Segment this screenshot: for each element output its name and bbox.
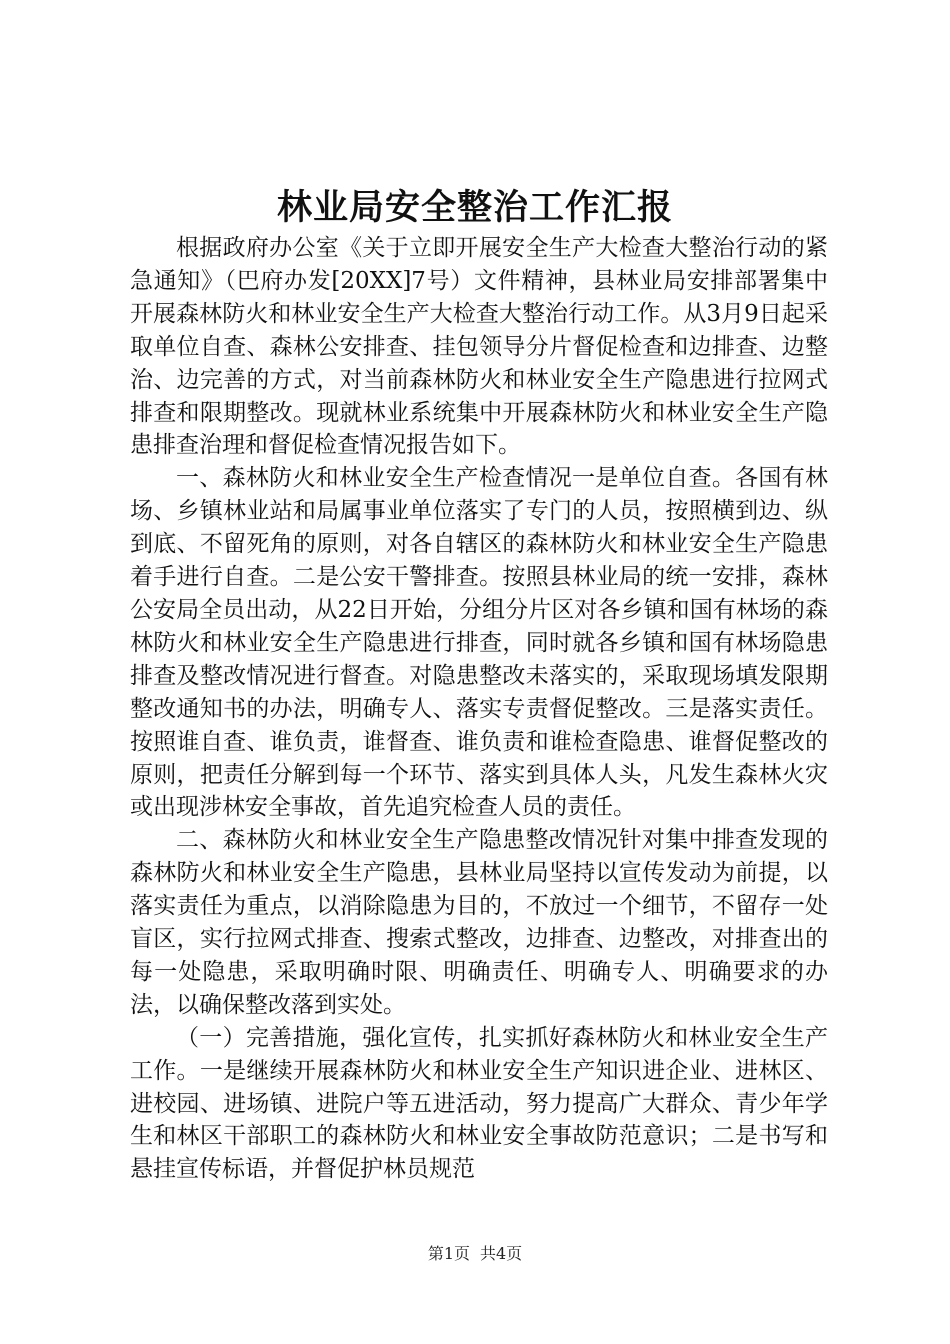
page-footer (0, 1243, 950, 1265)
document-body (130, 232, 828, 1186)
paragraph-subsection-1: （一）完善措施，强化宣传，扎实抓好森林防火和林业安全生产工作。一是继续开展森林防火和林业安全生产知识进企业、进林区、进校园、进场镇、进院户等五进活动，努力提高广大群众、青少年学生和林区干部职工的森林防火和林业安全事故防范意识；二是书写和悬挂宣传标语，并督促护林员规范 (130, 1024, 828, 1183)
paragraph-section-1: 一、森林防火和林业安全生产检查情况一是单位自查。各国有林场、乡镇林业站和局属事业单位落实了专门的人员，按照横到边、纵到底、不留死角的原则，对各自辖区的森林防火和林业安全生产隐患着手进行自查。二是公安干警排查。按照县林业局的统一安排，森林公安局全员出动，从22日开始，分组分片区对各乡镇和国有林场的森林防火和林业安全生产隐患进行排查，同时就各乡镇和国有林场隐患排查及整改情况进行督查。对隐患整改未落实的，采取现场填发限期整改通知书的办法，明确专人、落实专责督促整改。三是落实责任。按照谁自查、谁负责，谁督查、谁负责和谁检查隐患、谁督促整改的原则，把责任分解到每一个环节、落实到具体人头，凡发生森林火灾或出现涉林安全事故，首先追究检查人员的责任。 (130, 465, 828, 821)
page-number: 第1页 (427, 1244, 470, 1263)
page-total: 共4页 (480, 1244, 523, 1263)
paragraph-intro: 根据政府办公室《关于立即开展安全生产大检查大整治行动的紧急通知》（巴府办发[20XX]7号）文件精神，县林业局安排部署集中开展森林防火和林业安全生产大检查大整治行动工作。从3月9日起采取单位自查、森林公安排查、挂包领导分片督促检查和边排查、边整治、边完善的方式，对当前森林防火和林业安全生产隐患进行拉网式排查和限期整改。现就林业系统集中开展森林防火和林业安全生产隐患排查治理和督促检查情况报告如下。 (130, 235, 828, 459)
document-title: 林业局安全整治工作汇报 (276, 187, 673, 228)
paragraph-section-2: 二、森林防火和林业安全生产隐患整改情况针对集中排查发现的森林防火和林业安全生产隐患，县林业局坚持以宣传发动为前提，以落实责任为重点，以消除隐患为目的，不放过一个细节，不留存一处盲区，实行拉网式排查、搜索式整改，边排查、边整改，对排查出的每一处隐患，采取明确时限、明确责任、明确专人、明确要求的办法，以确保整改落到实处。 (130, 827, 828, 1018)
